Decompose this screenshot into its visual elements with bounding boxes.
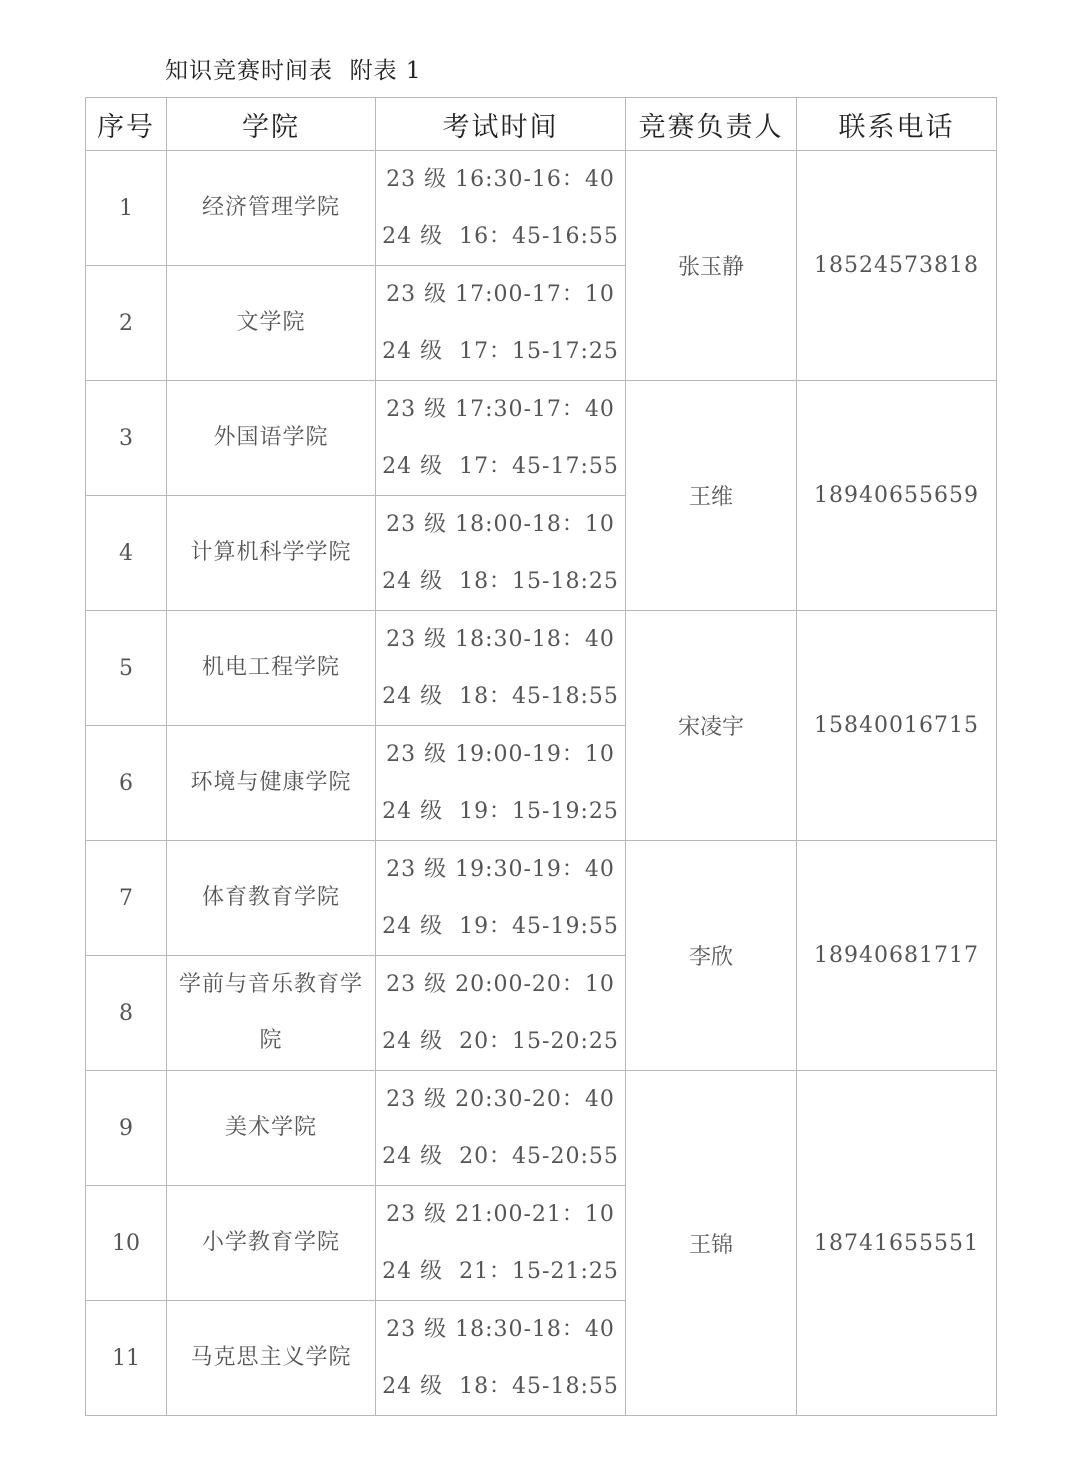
time-grade-24: 24 级 20：15-20:25 — [382, 1029, 619, 1054]
leader-phone: 18741655551 — [797, 1071, 997, 1416]
table-row — [86, 151, 997, 266]
row-college: 外国语学院 — [167, 381, 376, 496]
header-college: 学院 — [167, 98, 376, 151]
table-row — [86, 381, 997, 496]
row-seq: 6 — [86, 726, 167, 841]
time-grade-23: 23 级 18:30-18：40 — [386, 627, 615, 652]
row-college: 马克思主义学院 — [167, 1301, 376, 1416]
leader-name: 宋凌宇 — [626, 611, 797, 841]
row-time — [376, 266, 626, 381]
time-grade-24: 24 级 20：45-20:55 — [382, 1144, 619, 1169]
row-time — [376, 151, 626, 266]
row-college: 环境与健康学院 — [167, 726, 376, 841]
time-grade-23: 23 级 19:30-19：40 — [386, 857, 615, 882]
row-time — [376, 726, 626, 841]
header-seq: 序号 — [86, 98, 167, 151]
time-grade-23: 23 级 18:30-18：40 — [386, 1317, 615, 1342]
time-grade-24: 24 级 21：15-21:25 — [382, 1259, 619, 1284]
time-grade-23: 23 级 16:30-16：40 — [386, 167, 615, 192]
leader-phone: 18940655659 — [797, 381, 997, 611]
time-grade-23: 23 级 20:30-20：40 — [386, 1087, 615, 1112]
leader-name: 王锦 — [626, 1071, 797, 1416]
table-row — [86, 611, 997, 726]
leader-name: 李欣 — [626, 841, 797, 1071]
row-college: 体育教育学院 — [167, 841, 376, 956]
row-seq: 4 — [86, 496, 167, 611]
time-grade-24: 24 级 17：15-17:25 — [382, 339, 619, 364]
time-grade-24: 24 级 18：45-18:55 — [382, 684, 619, 709]
header-leader: 竞赛负责人 — [626, 98, 797, 151]
row-seq: 9 — [86, 1071, 167, 1186]
row-seq: 5 — [86, 611, 167, 726]
schedule-table — [85, 97, 997, 1416]
time-grade-24: 24 级 16：45-16:55 — [382, 224, 619, 249]
row-time — [376, 1071, 626, 1186]
leader-phone: 18940681717 — [797, 841, 997, 1071]
row-seq: 1 — [86, 151, 167, 266]
time-grade-24: 24 级 18：45-18:55 — [382, 1374, 619, 1399]
leader-name: 张玉静 — [626, 151, 797, 381]
leader-name: 王维 — [626, 381, 797, 611]
table-row — [86, 1071, 997, 1186]
time-grade-23: 23 级 20:00-20：10 — [386, 972, 615, 997]
page-title: 知识竞赛时间表 附表 1 — [165, 58, 422, 84]
time-grade-24: 24 级 18：15-18:25 — [382, 569, 619, 594]
row-time — [376, 496, 626, 611]
row-seq: 11 — [86, 1301, 167, 1416]
time-grade-24: 24 级 19：45-19:55 — [382, 914, 619, 939]
row-seq: 3 — [86, 381, 167, 496]
time-grade-24: 24 级 19：15-19:25 — [382, 799, 619, 824]
leader-phone: 18524573818 — [797, 151, 997, 381]
leader-phone: 15840016715 — [797, 611, 997, 841]
time-grade-24: 24 级 17：45-17:55 — [382, 454, 619, 479]
time-grade-23: 23 级 17:00-17：10 — [386, 282, 615, 307]
table-row — [86, 841, 997, 956]
time-grade-23: 23 级 21:00-21：10 — [386, 1202, 615, 1227]
row-college: 经济管理学院 — [167, 151, 376, 266]
row-time — [376, 841, 626, 956]
row-college: 美术学院 — [167, 1071, 376, 1186]
header-time: 考试时间 — [376, 98, 626, 151]
row-college: 机电工程学院 — [167, 611, 376, 726]
row-college: 学前与音乐教育学院 — [167, 956, 376, 1071]
row-time — [376, 611, 626, 726]
time-grade-23: 23 级 18:00-18：10 — [386, 512, 615, 537]
row-college: 小学教育学院 — [167, 1186, 376, 1301]
row-seq: 8 — [86, 956, 167, 1071]
row-college: 文学院 — [167, 266, 376, 381]
row-seq: 10 — [86, 1186, 167, 1301]
time-grade-23: 23 级 17:30-17：40 — [386, 397, 615, 422]
row-time — [376, 956, 626, 1071]
row-college: 计算机科学学院 — [167, 496, 376, 611]
header-row — [86, 98, 997, 151]
row-seq: 7 — [86, 841, 167, 956]
time-grade-23: 23 级 19:00-19：10 — [386, 742, 615, 767]
row-seq: 2 — [86, 266, 167, 381]
row-time — [376, 1186, 626, 1301]
row-time — [376, 381, 626, 496]
header-phone: 联系电话 — [797, 98, 997, 151]
row-time — [376, 1301, 626, 1416]
